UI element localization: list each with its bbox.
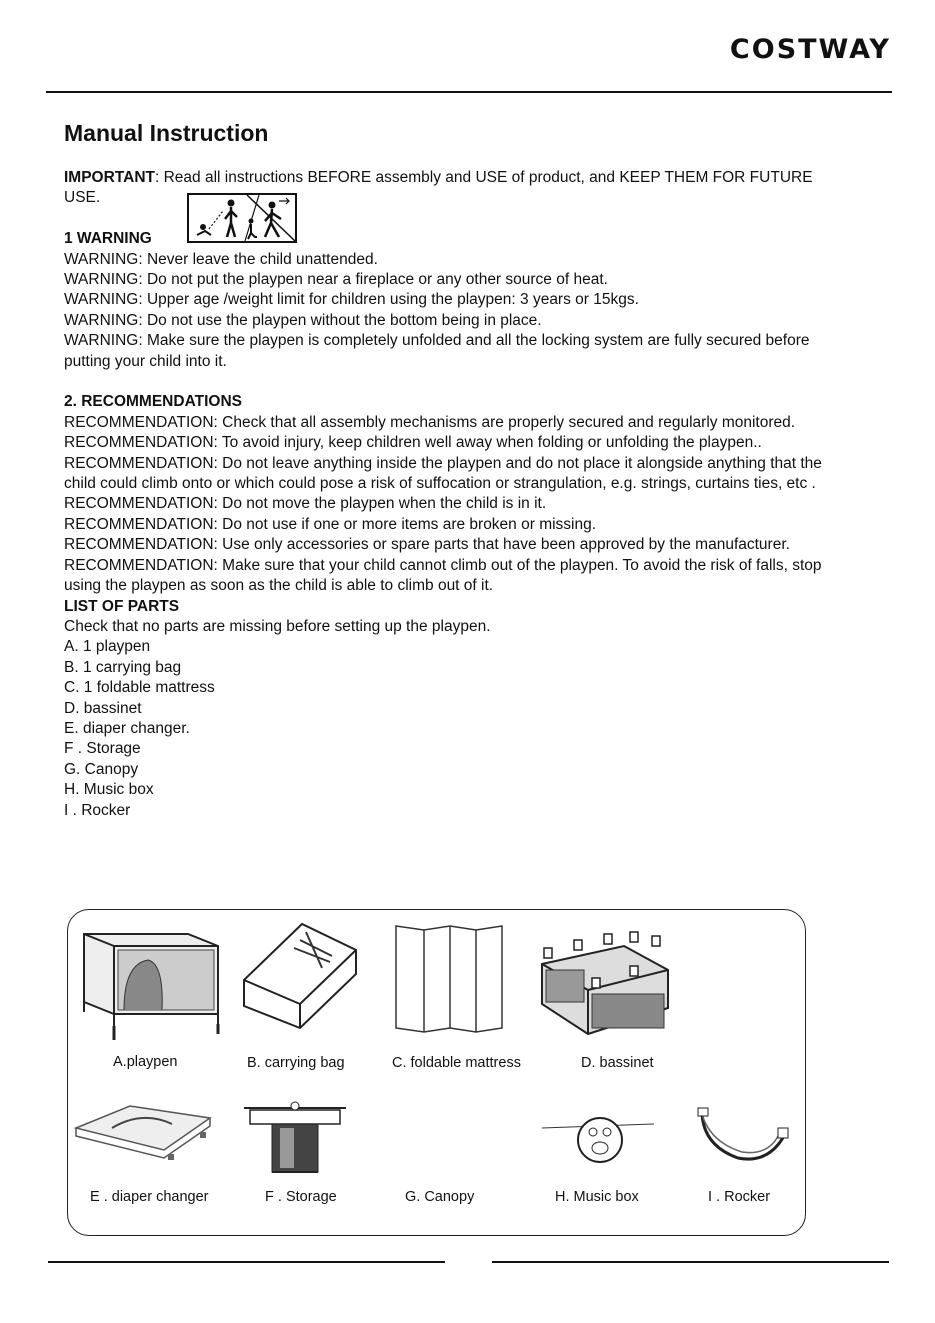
- foldable-mattress-illustration: [394, 922, 506, 1034]
- part-item: F . Storage: [64, 740, 141, 758]
- warning-heading: 1 WARNING: [64, 230, 152, 248]
- part-item: H. Music box: [64, 781, 154, 799]
- part-label-i: I . Rocker: [708, 1189, 771, 1205]
- recommendation-item: RECOMMENDATION: To avoid injury, keep children well away when folding or unfolding the playpen..: [64, 434, 762, 452]
- part-item: A. 1 playpen: [64, 638, 151, 656]
- parts-heading: LIST OF PARTS: [64, 597, 180, 615]
- part-label-b: B. carrying bag: [247, 1055, 345, 1071]
- part-label-a: A.playpen: [113, 1054, 178, 1070]
- part-item: B. 1 carrying bag: [64, 658, 182, 676]
- part-item: D. bassinet: [64, 699, 142, 717]
- important-text: : Read all instructions BEFORE assembly and USE of product, and KEEP THEM FOR FUTURE USE.: [64, 169, 813, 207]
- part-item: I . Rocker: [64, 801, 131, 819]
- part-item: E. diaper changer.: [64, 719, 190, 737]
- recommendation-item: RECOMMENDATION: Check that all assembly mechanisms are properly secured and regularly monitored.: [64, 413, 796, 431]
- part-item: G. Canopy: [64, 760, 139, 778]
- header-divider: [46, 91, 892, 93]
- footer-divider-left: [48, 1261, 445, 1263]
- part-label-e: E . diaper changer: [90, 1189, 209, 1205]
- recommendation-item: RECOMMENDATION: Use only accessories or spare parts that have been approved by the manufacturer.: [64, 536, 790, 554]
- carrying-bag-illustration: [240, 918, 360, 1038]
- instruction-body: [64, 168, 824, 821]
- recommendations-heading: 2. RECOMMENDATIONS: [64, 393, 242, 411]
- rocker-illustration: [688, 1106, 792, 1170]
- part-label-g: G. Canopy: [405, 1189, 475, 1205]
- part-item: C. 1 foldable mattress: [64, 679, 215, 697]
- parts-intro: Check that no parts are missing before setting up the playpen.: [64, 617, 491, 635]
- warning-item: WARNING: Make sure the playpen is completely unfolded and all the locking system are fully secured before putting your child into it.: [64, 332, 810, 370]
- warning-item: WARNING: Do not put the playpen near a fireplace or any other source of heat.: [64, 271, 608, 289]
- music-box-illustration: [540, 1110, 656, 1166]
- footer-divider-right: [492, 1261, 889, 1263]
- diaper-changer-illustration: [72, 1100, 214, 1164]
- important-label: IMPORTANT: [64, 169, 155, 186]
- recommendation-item: RECOMMENDATION: Do not move the playpen when the child is in it.: [64, 495, 547, 513]
- playpen-illustration: [78, 924, 228, 1044]
- bassinet-illustration: [534, 930, 674, 1042]
- warning-item: WARNING: Upper age /weight limit for children using the playpen: 3 years or 15kgs.: [64, 291, 639, 309]
- important-notice: [64, 168, 824, 209]
- recommendation-item: RECOMMENDATION: Do not leave anything inside the playpen and do not place it alongside anything that the child could climb onto or which could pose a risk of suffocation or strangulation, e.g. strings, curtains ties, etc .: [64, 454, 822, 493]
- warning-item: WARNING: Never leave the child unattended.: [64, 250, 378, 268]
- brand-logo: COSTWAY: [729, 34, 891, 65]
- part-label-c: C. foldable mattress: [392, 1055, 521, 1071]
- recommendation-item: RECOMMENDATION: Make sure that your child cannot climb out of the playpen. To avoid the risk of falls, stop using the playpen as soon as the child is able to climb out of it.: [64, 556, 822, 595]
- recommendation-item: RECOMMENDATION: Do not use if one or more items are broken or missing.: [64, 515, 597, 533]
- part-label-h: H. Music box: [555, 1189, 639, 1205]
- warning-item: WARNING: Do not use the playpen without the bottom being in place.: [64, 311, 542, 329]
- page-title: Manual Instruction: [64, 120, 269, 146]
- storage-illustration: [242, 1100, 348, 1176]
- part-label-f: F . Storage: [265, 1189, 337, 1205]
- part-label-d: D. bassinet: [581, 1055, 654, 1071]
